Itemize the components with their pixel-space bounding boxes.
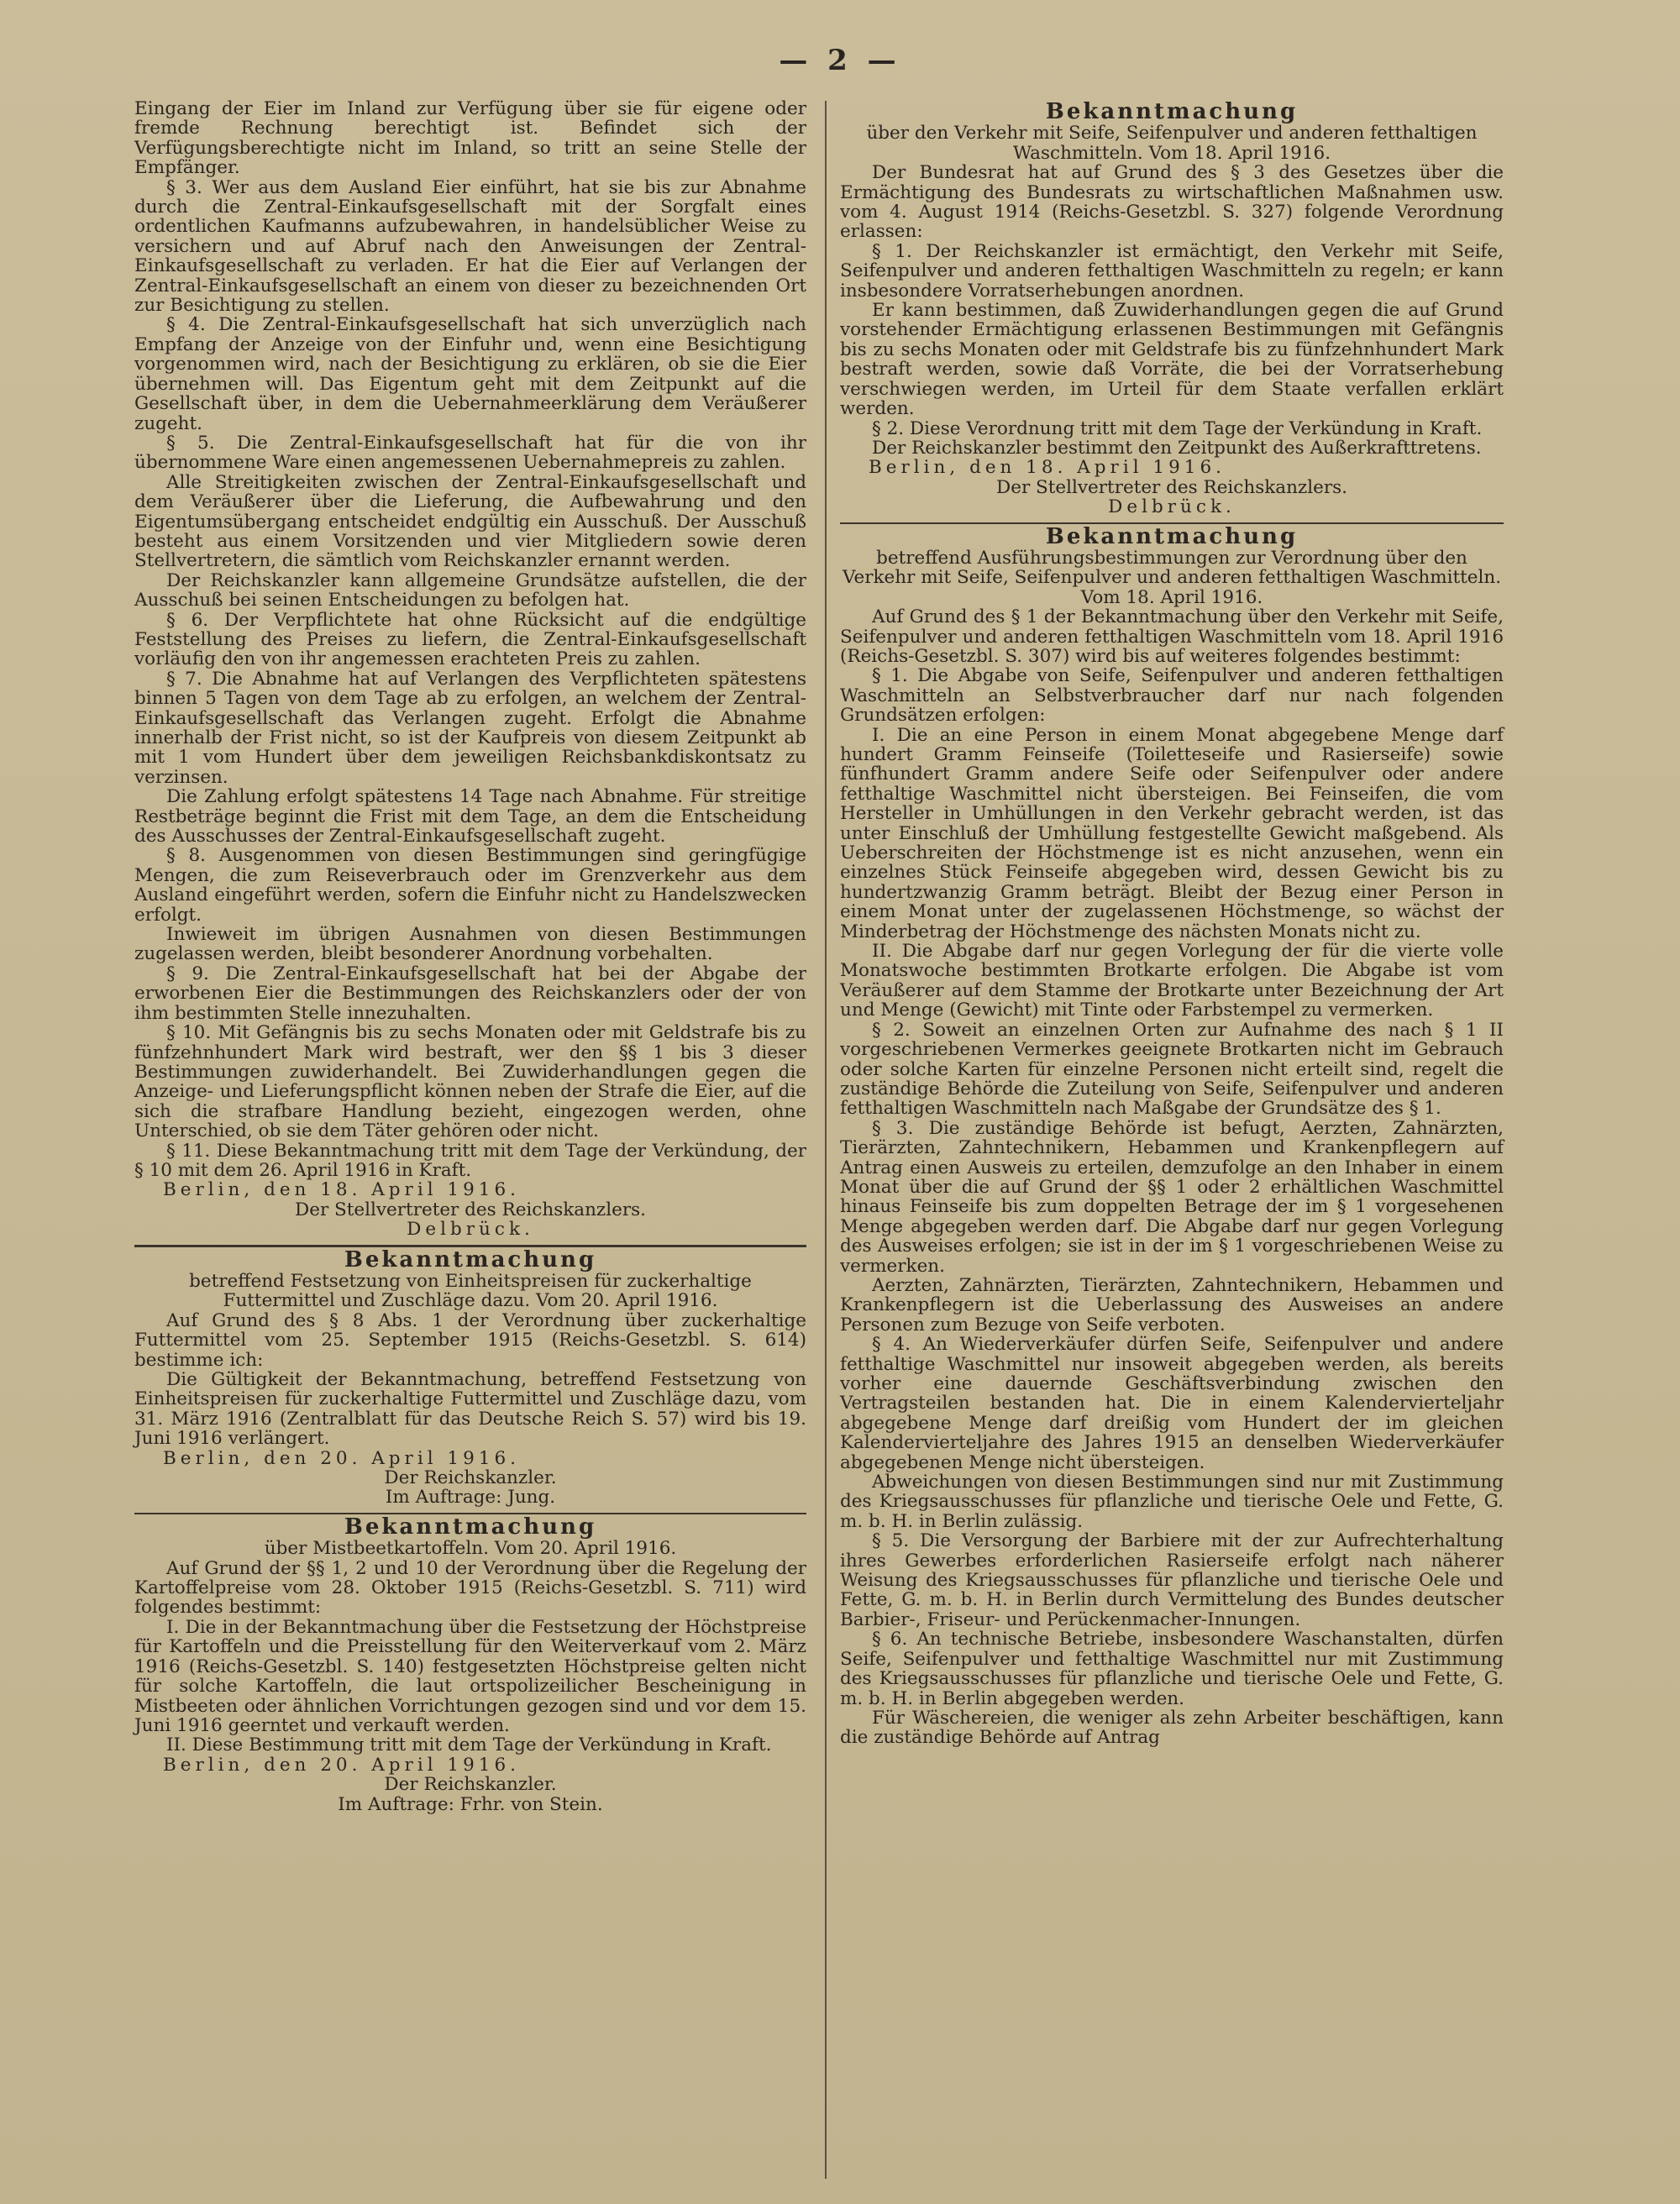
paragraph: § 3. Die zuständige Behörde ist befugt, Aerzten, Zahnärzten, Tierärzten, Zahntechnikern, Hebammen und Krankenpflegern auf Antrag einen Ausweis zu erteilen, demzufolge an den Inhaber in einem Monat über die auf Grund der §§ 1 oder 2 erhältlichen Waschmittel hinaus Feinseife bis zum doppelten Betrage der im § 1 vorgesehenen Menge abgegeben werden darf. Die Abgabe darf nur gegen Vorlegung des Ausweises erfolgen; sie ist in der im § 1 vorgeschriebenen Weise zu vermerken. <box>840 1117 1504 1277</box>
signature-name: Delbrück. <box>1108 496 1236 518</box>
announcement-subtitle: betreffend Ausführungsbestimmungen zur Verordnung über den Verkehr mit Seife, Seifenpulver und anderen fetthaltigen Waschmitteln. Vom 18. April 1916. <box>842 547 1502 608</box>
paragraph: Eingang der Eier im Inland zur Verfügung über sie für eigene oder fremde Rechnung berechtigt ist. Befindet sich der Verfügungsberechtigte nicht im Inland, so tritt an seine Stelle der Empfänger. <box>134 98 806 179</box>
paragraph: Aerzten, Zahnärzten, Tierärzten, Zahntechnikern, Hebammen und Krankenpflegern ist die Ueberlassung des Ausweises an andere Personen zum Bezuge von Seife verboten. <box>840 1274 1504 1336</box>
signature-title: Der Stellvertreter des Reichskanzlers. <box>995 476 1347 498</box>
announcement-subtitle: über den Verkehr mit Seife, Seifenpulver und anderen fetthaltigen Waschmitteln. Vom 18. April 1916. <box>866 123 1478 164</box>
announcement-title: Bekanntmachung <box>1045 523 1299 549</box>
paragraph: § 2. Soweit an einzelnen Orten zur Aufnahme des nach § 1 II vorgeschriebenen Vermerkes geeignete Brotkarten nicht im Gebrauch oder solche Karten für einzelne Personen nicht erteilt sind, regelt die zuständige Behörde die Zuteilung von Seife, Seifenpulver und anderen fetthaltigen Waschmitteln nach Maßgabe der Grundsätze des § 1. <box>840 1019 1504 1120</box>
paragraph: Inwieweit im übrigen Ausnahmen von diesen Bestimmungen zugelassen werden, bleibt besonderer Anordnung vorbehalten. <box>134 924 806 965</box>
announcement-title: Bekanntmachung <box>344 1514 597 1540</box>
paragraph: § 2. Diese Verordnung tritt mit dem Tage der Verkündung in Kraft. <box>872 417 1483 439</box>
paragraph: Abweichungen von diesen Bestimmungen sind nur mit Zustimmung des Kriegsausschusses für pflanzliche und tierische Oele und Fette, G. m. b. H. in Berlin zulässig. <box>840 1472 1504 1532</box>
paragraph: § 1. Die Abgabe von Seife, Seifenpulver und anderen fetthaltigen Waschmitteln an Selbstverbraucher darf nur nach folgenden Grundsätzen erfolgen: <box>840 665 1504 727</box>
place-date: Berlin, den 18. April 1916. <box>869 457 1226 479</box>
paragraph: § 11. Diese Bekanntmachung tritt mit dem Tage der Verkündung, der § 10 mit dem 26. April 1916 in Kraft. <box>134 1140 806 1181</box>
signature-name: Im Auftrage: Frhr. von Stein. <box>338 1793 603 1815</box>
paragraph: I. Die in der Bekanntmachung über die Festsetzung der Höchstpreise für Kartoffeln und die Preisstellung für den Weiterverkauf vom 2. März 1916 (Reichs-Gesetzbl. S. 140) festgesetzten Höchstpreise gelten nicht für solche Kartoffeln, die laut ortspolizeilicher Bescheinigung in Mistbeeten oder ähnlichen Vorrichtungen gezogen sind und vor dem 15. Juni 1916 geerntet und verkauft werden. <box>134 1616 806 1736</box>
column-divider <box>825 101 827 2179</box>
paragraph: Auf Grund des § 8 Abs. 1 der Verordnung über zuckerhaltige Futtermittel vom 25. September 1915 (Reichs-Gesetzbl. S. 614) bestimme ich: <box>134 1309 806 1371</box>
signature-name: Delbrück. <box>407 1219 534 1241</box>
announcement-title: Bekanntmachung <box>1045 99 1299 124</box>
announcement-title: Bekanntmachung <box>344 1246 597 1273</box>
place-date: Berlin, den 18. April 1916. <box>163 1179 520 1201</box>
paragraph: § 4. Die Zentral-Einkaufsgesellschaft hat sich unverzüglich nach Empfang der Anzeige von der Einfuhr und, wenn eine Besichtigung vorgenommen wird, nach der Besichtigung zu erklären, ob sie die Eier übernehmen will. Das Eigentum geht mit dem Zeitpunkt auf die Gesellschaft über, in dem die Uebernahmeerklärung dem Veräußerer zugeht. <box>134 314 806 434</box>
announcement-subtitle: über Mistbeetkartoffeln. Vom 20. April 1916. <box>264 1538 677 1560</box>
paragraph: § 5. Die Versorgung der Barbiere mit der zur Aufrechterhaltung ihres Gewerbes erforderlichen Rasierseife erfolgt nach näherer Weisung des Kriegsausschusses für pflanzliche und tierische Oele und Fette, G. m. b. H. in Berlin durch Vermittelung des Bundes deutscher Barbier-, Friseur- und Perückenmacher-Innungen. <box>840 1530 1504 1630</box>
paragraph: § 7. Die Abnahme hat auf Verlangen des Verpflichteten spätestens binnen 5 Tagen von dem Tage ab zu erfolgen, an welchem der Zentral-Einkaufsgesellschaft das Verlangen zugeht. Erfolgt die Abnahme innerhalb der Frist nicht, so ist der Kaufpreis von diesem Zeitpunkt ab mit 1 vom Hundert über dem jeweiligen Reichsbankdiskontsatz zu verzinsen. <box>134 668 806 788</box>
announcement-subtitle: betreffend Festsetzung von Einheitspreisen für zuckerhaltige Futtermittel und Zuschläge dazu. Vom 20. April 1916. <box>189 1270 752 1312</box>
paragraph: § 1. Der Reichskanzler ist ermächtigt, den Verkehr mit Seife, Seifenpulver und anderen fetthaltigen Waschmitteln zu regeln; er kann insbesondere Vorratserhebungen anordnen. <box>840 240 1504 302</box>
right-column <box>840 99 1504 2170</box>
left-column <box>134 99 806 2170</box>
paragraph: § 10. Mit Gefängnis bis zu sechs Monaten oder mit Geldstrafe bis zu fünfzehnhundert Mark wird bestraft, wer den §§ 1 bis 3 dieser Bestimmungen zuwiderhandelt. Bei Zuwiderhandlungen gegen die Anzeige- und Lieferungspflicht können neben der Strafe die Eier, auf die sich die strafbare Handlung bezieht, eingezogen werden, ohne Unterschied, ob sie dem Täter gehören oder nicht. <box>134 1022 806 1142</box>
paragraph: Der Bundesrat hat auf Grund des § 3 des Gesetzes über die Ermächtigung des Bundesrats zu wirtschaftlichen Maßnahmen usw. vom 4. August 1914 (Reichs-Gesetzbl. S. 327) folgende Verordnung erlassen: <box>840 162 1504 243</box>
paragraph: Er kann bestimmen, daß Zuwiderhandlungen gegen die auf Grund vorstehender Ermächtigung erlassenen Bestimmungen mit Gefängnis bis zu sechs Monaten oder mit Geldstrafe bis zu fünfzehnhundert Mark bestraft werden, sowie daß Vorräte, die bei der Vorratserhebung verschwiegen werden, im Urteil für dem Staate verfallen erklärt werden. <box>840 300 1504 420</box>
paragraph: Auf Grund des § 1 der Bekanntmachung über den Verkehr mit Seife, Seifenpulver und anderen fetthaltigen Waschmitteln vom 18. April 1916 (Reichs-Gesetzbl. S. 307) wird bis auf weiteres folgendes bestimmt: <box>840 606 1504 667</box>
paragraph: Für Wäschereien, die weniger als zehn Arbeiter beschäftigen, kann die zuständige Behörde auf Antrag <box>840 1707 1504 1749</box>
page-number: — 2 — <box>779 44 901 77</box>
paragraph: § 5. Die Zentral-Einkaufsgesellschaft hat für die von ihr übernommene Ware einen angemessenen Uebernahmepreis zu zahlen. <box>134 432 806 474</box>
paragraph: § 8. Ausgenommen von diesen Bestimmungen sind geringfügige Mengen, die zum Reiseverbrauch oder im Grenzverkehr aus dem Ausland eingeführt werden, sofern die Einfuhr nicht zu Handelszwecken erfolgt. <box>134 845 806 926</box>
paragraph: II. Die Abgabe darf nur gegen Vorlegung der für die vierte volle Monatswoche bestimmten Brotkarte erfolgen. Die Abgabe ist vom Veräußerer auf dem Stamme der Brotkarte unter Bezeichnung der Art und Menge (Gewicht) mit Tinte oder Farbstempel zu vermerken. <box>840 941 1504 1021</box>
place-date: Berlin, den 20. April 1916. <box>163 1754 520 1776</box>
signature-title: Der Stellvertreter des Reichskanzlers. <box>294 1199 646 1220</box>
paragraph: Auf Grund der §§ 1, 2 und 10 der Verordnung über die Regelung der Kartoffelpreise vom 28. Oktober 1915 (Reichs-Gesetzbl. S. 711) wird folgendes bestimmt: <box>134 1557 806 1619</box>
signature-name: Im Auftrage: Jung. <box>385 1487 556 1509</box>
signature-title: Der Reichskanzler. <box>384 1467 557 1489</box>
signature-title: Der Reichskanzler. <box>384 1774 557 1796</box>
paragraph: § 3. Wer aus dem Ausland Eier einführt, hat sie bis zur Abnahme durch die Zentral-Einkaufsgesellschaft mit der Sorgfalt eines ordentlichen Kaufmanns aufzubewahren, in handelsüblicher Weise zu versichern und auf Abruf nach den Anweisungen der Zentral-Einkaufsgesellschaft zu verladen. Er hat die Eier auf Verlangen der Zentral-Einkaufsgesellschaft an einem von dieser zu bezeichnenden Ort zur Besichtigung zu stellen. <box>134 176 806 317</box>
paragraph: § 9. Die Zentral-Einkaufsgesellschaft hat bei der Abgabe der erworbenen Eier die Bestimmungen des Reichskanzlers oder der von ihm bestimmten Stelle innezuhalten. <box>134 963 806 1024</box>
paragraph: § 6. An technische Betriebe, insbesondere Waschanstalten, dürfen Seife, Seifenpulver und fetthaltige Waschmittel nur mit Zustimmung des Kriegsausschusses für pflanzliche und tierische Oele und Fette, G. m. b. H. in Berlin abgegeben werden. <box>840 1629 1504 1709</box>
paragraph: Der Reichskanzler bestimmt den Zeitpunkt des Außerkrafttretens. <box>872 437 1482 459</box>
paragraph: Alle Streitigkeiten zwischen der Zentral-Einkaufsgesellschaft und dem Veräußerer über die Lieferung, die Aufbewahrung und den Eigentumsübergang entscheidet endgültig ein Ausschuß. Der Ausschuß besteht aus einem Vorsitzenden und vier Mitgliedern sowie deren Stellvertretern, die sämtlich vom Reichskanzler ernannt werden. <box>134 471 806 572</box>
place-date: Berlin, den 20. April 1916. <box>163 1447 520 1469</box>
paragraph: § 4. An Wiederverkäufer dürfen Seife, Seifenpulver und andere fetthaltige Waschmittel nur insoweit abgegeben werden, als bereits vorher eine dauernde Geschäftsverbindung zwischen den Vertragsteilen bestanden hat. Die in einem Kalendervierteljahr abgegebene Menge darf dreißig vom Hundert der im gleichen Kalendervierteljahre des Jahres 1915 an denselben Wiederverkäufer abgegebenen Menge nicht übersteigen. <box>840 1334 1504 1473</box>
paragraph: Die Gültigkeit der Bekanntmachung, betreffend Festsetzung von Einheitspreisen für zuckerhaltige Futtermittel und Zuschläge dazu, vom 31. März 1916 (Zentralblatt für das Deutsche Reich S. 57) wird bis 19. Juni 1916 verlängert. <box>134 1369 806 1450</box>
paragraph: II. Diese Bestimmung tritt mit dem Tage der Verkündung in Kraft. <box>166 1734 772 1756</box>
paragraph: Der Reichskanzler kann allgemeine Grundsätze aufstellen, die der Ausschuß bei seinen Entscheidungen zu befolgen hat. <box>134 569 806 611</box>
paragraph: Die Zahlung erfolgt spätestens 14 Tage nach Abnahme. Für streitige Restbeträge beginnt die Frist mit dem Tage, an dem die Entscheidung des Ausschusses der Zentral-Einkaufsgesellschaft zugeht. <box>134 786 806 847</box>
paragraph: I. Die an eine Person in einem Monat abgegebene Menge darf hundert Gramm Feinseife (Toiletteseife und Rasierseife) sowie fünfhundert Gramm andere Seife oder Seifenpulver oder andere fetthaltige Waschmittel nicht übersteigen. Bei Feinseifen, die vom Hersteller in Umhüllungen in den Verkehr gebracht werden, ist das unter Einschluß der Umhüllung festgestellte Gewicht maßgebend. Als Ueberschreiten der Höchstmenge ist es nicht anzusehen, wenn ein einzelnes Stück Feinseife abgegeben wird, dessen Gewicht bis zu hundertzwanzig Gramm beträgt. Bleibt der Bezug einer Person in einem Monat unter der zugelassenen Höchstmenge, so wächst der Minderbetrag der Höchstmenge des nächsten Monats nicht zu. <box>840 724 1504 942</box>
paragraph: § 6. Der Verpflichtete hat ohne Rücksicht auf die endgültige Feststellung des Preises zu liefern, die Zentral-Einkaufsgesellschaft vorläufig den von ihr angemessen erachteten Preis zu zahlen. <box>134 609 806 670</box>
